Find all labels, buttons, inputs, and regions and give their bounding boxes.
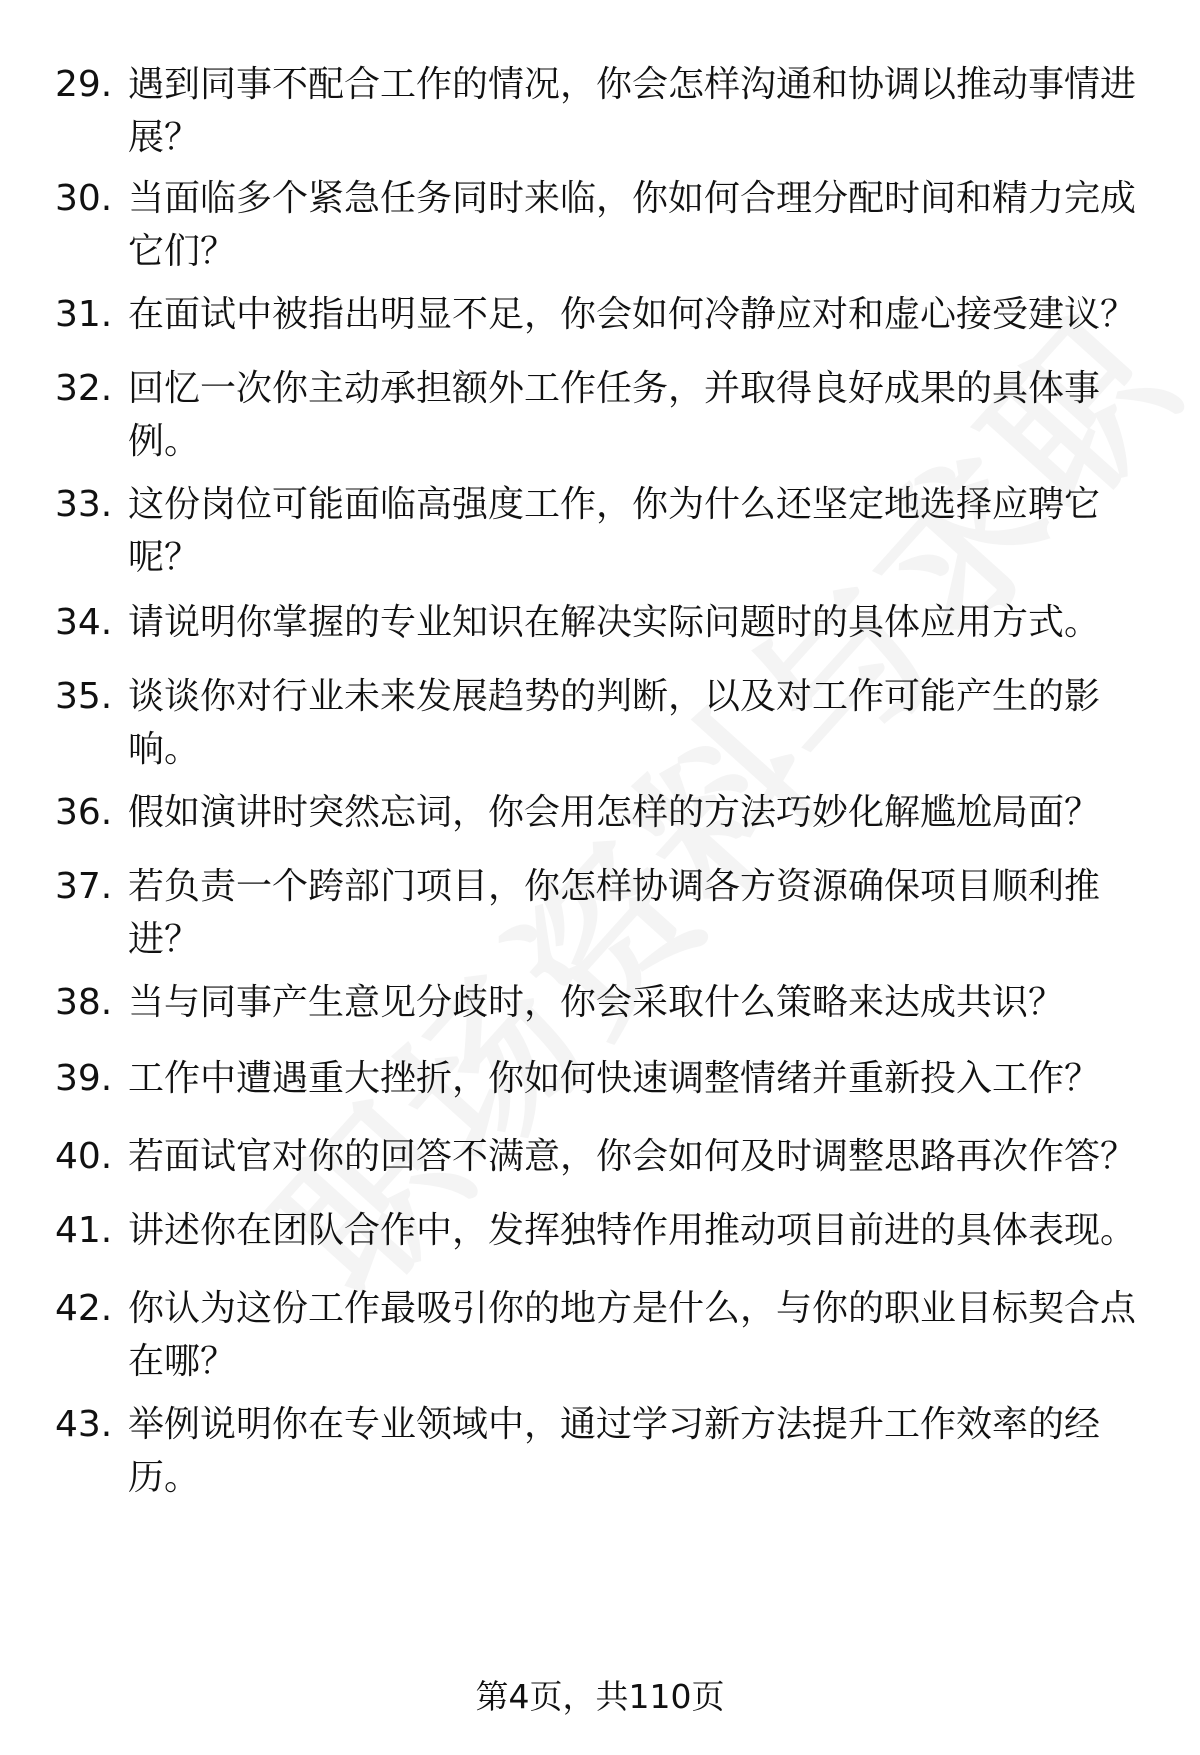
question-number: 39. xyxy=(55,1058,113,1099)
question-text: 这份岗位可能面临高强度工作，你为什么还坚定地选择应聘它呢？ xyxy=(128,484,1101,578)
question-text: 假如演讲时突然忘词，你会用怎样的方法巧妙化解尴尬局面？ xyxy=(128,792,1101,833)
question-number: 40. xyxy=(55,1136,113,1177)
page-number-label: 第4页，共110页 xyxy=(475,1677,725,1716)
question-number: 37. xyxy=(55,866,113,907)
question-text: 讲述你在团队合作中，发挥独特作用推动项目前进的具体表现。 xyxy=(128,1210,1137,1251)
page-footer xyxy=(0,1672,1200,1722)
question-text: 谈谈你对行业未来发展趋势的判断，以及对工作可能产生的影响。 xyxy=(128,676,1101,770)
question-text: 在面试中被指出明显不足，你会如何冷静应对和虚心接受建议？ xyxy=(128,294,1137,335)
question-text: 工作中遭遇重大挫折，你如何快速调整情绪并重新投入工作？ xyxy=(128,1058,1101,1099)
question-number: 41. xyxy=(55,1210,113,1251)
question-number: 35. xyxy=(55,676,113,717)
question-text: 若负责一个跨部门项目，你怎样协调各方资源确保项目顺利推进？ xyxy=(128,866,1101,960)
question-text: 你认为这份工作最吸引你的地方是什么，与你的职业目标契合点在哪？ xyxy=(128,1288,1137,1382)
question-text: 回忆一次你主动承担额外工作任务，并取得良好成果的具体事例。 xyxy=(128,368,1101,462)
question-text: 请说明你掌握的专业知识在解决实际问题时的具体应用方式。 xyxy=(128,602,1101,643)
question-number: 32. xyxy=(55,368,113,409)
question-number: 34. xyxy=(55,602,113,643)
question-text: 举例说明你在专业领域中，通过学习新方法提升工作效率的经历。 xyxy=(128,1404,1101,1498)
question-number: 42. xyxy=(55,1288,113,1329)
question-number: 43. xyxy=(55,1404,113,1445)
question-text: 遇到同事不配合工作的情况，你会怎样沟通和协调以推动事情进展？ xyxy=(128,64,1137,158)
question-number: 31. xyxy=(55,294,113,335)
question-number: 38. xyxy=(55,982,113,1023)
question-number: 30. xyxy=(55,178,113,219)
question-text: 当面临多个紧急任务同时来临，你如何合理分配时间和精力完成它们？ xyxy=(128,178,1137,272)
question-number: 29. xyxy=(55,64,113,105)
question-number: 33. xyxy=(55,484,113,525)
question-text: 若面试官对你的回答不满意，你会如何及时调整思路再次作答？ xyxy=(128,1136,1137,1177)
question-number: 36. xyxy=(55,792,113,833)
question-text: 当与同事产生意见分歧时，你会采取什么策略来达成共识？ xyxy=(128,982,1065,1023)
